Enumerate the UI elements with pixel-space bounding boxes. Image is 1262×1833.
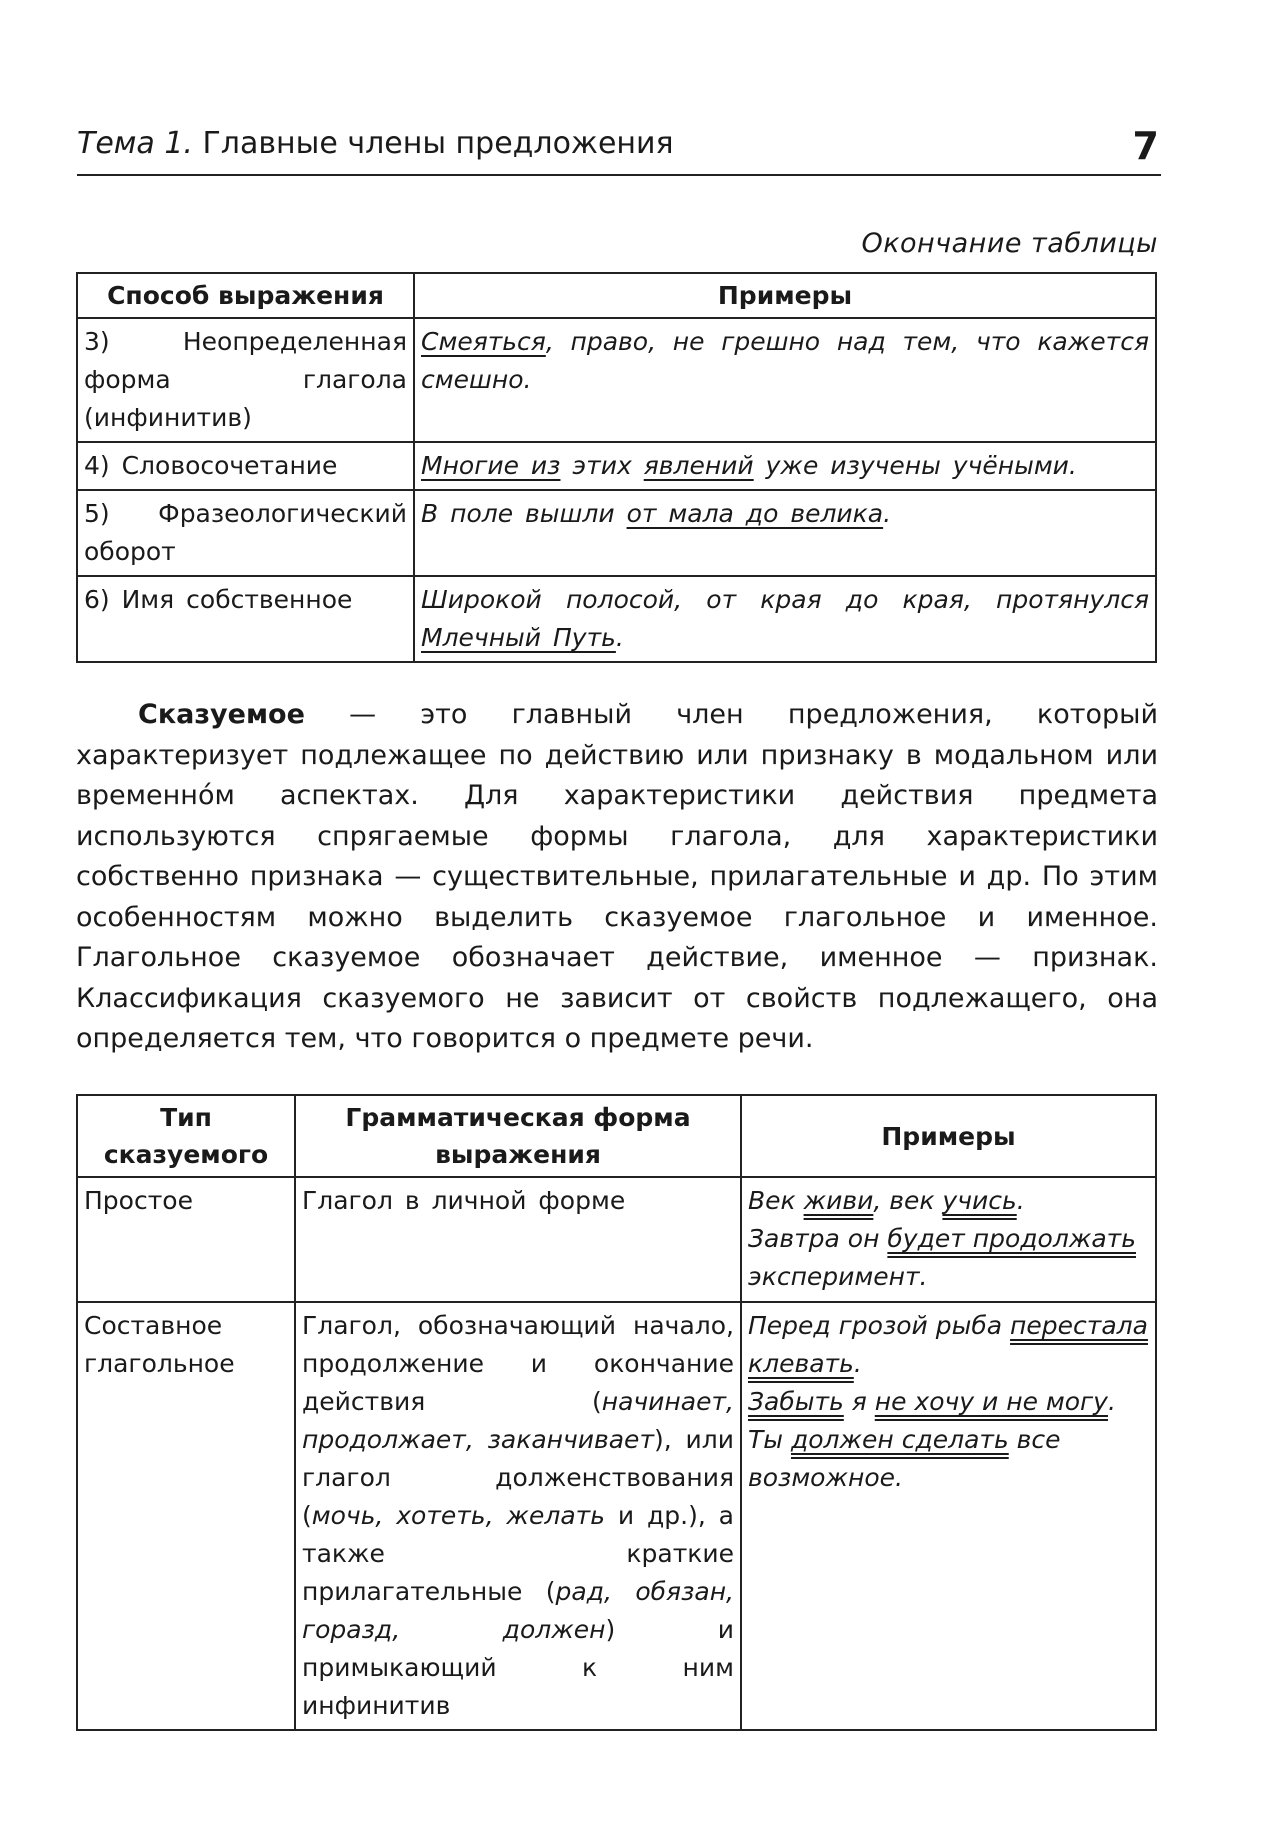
form-fragment: Глагол в личной форме bbox=[302, 1186, 626, 1215]
example-fragment: , век bbox=[873, 1186, 943, 1215]
definition-text: — это главный член предложения, который характеризует подлежащее по действию или признаку в модальном или временно́м аспектах. Для характеристики действия предмета используются спрягаемые формы глагола, для характеристики собственно признака — существительные, прилагательные и др. По этим особенностям можно выделить сказуемое глагольное и именное. Глагольное сказуемое обозначает действие, именное — признак. Классификация сказуемого не зависит от свойств подлежащего, она определяется тем, что говорится о предмете речи. bbox=[76, 699, 1158, 1054]
table-row bbox=[77, 318, 1156, 442]
example-fragment: Многие из bbox=[421, 451, 561, 480]
table-row bbox=[77, 490, 1156, 576]
example-cell bbox=[414, 318, 1156, 442]
example-fragment: учись bbox=[942, 1186, 1017, 1215]
column-header-examples: Примеры bbox=[414, 273, 1156, 318]
example-fragment: . bbox=[1016, 1186, 1025, 1215]
column-header-method: Способ выражения bbox=[77, 273, 414, 318]
predicate-types-table bbox=[76, 1094, 1157, 1731]
expression-methods-table bbox=[76, 272, 1157, 663]
example-fragment: должен сделать bbox=[790, 1425, 1009, 1454]
form-cell bbox=[295, 1177, 741, 1302]
example-fragment: Широкой полосой, от края до края, протянулся bbox=[421, 585, 1149, 614]
example-fragment: Забыть bbox=[748, 1387, 844, 1416]
example-sentence bbox=[748, 1182, 1149, 1220]
form-cell bbox=[295, 1302, 741, 1730]
example-fragment: , право, не грешно над тем, что кажется смешно. bbox=[421, 327, 1149, 394]
example-fragment: будет продолжать bbox=[887, 1224, 1136, 1253]
column-header-type: Тип сказуемого bbox=[77, 1095, 295, 1177]
page-header bbox=[77, 118, 1161, 176]
table-row bbox=[77, 1177, 1156, 1302]
method-cell: 4) Словосочетание bbox=[77, 442, 414, 490]
example-cell bbox=[414, 442, 1156, 490]
column-header-examples: Примеры bbox=[741, 1095, 1156, 1177]
page-number: 7 bbox=[1132, 124, 1159, 168]
type-cell: Простое bbox=[77, 1177, 295, 1302]
example-fragment: Век bbox=[748, 1186, 804, 1215]
topic-label: Тема 1. bbox=[77, 126, 193, 161]
type-cell: Составное глагольное bbox=[77, 1302, 295, 1730]
example-fragment: Млечный Путь bbox=[421, 623, 616, 652]
example-fragment: все возможное. bbox=[748, 1425, 1061, 1492]
example-fragment: Перед грозой рыба bbox=[748, 1311, 1011, 1340]
table-row bbox=[77, 1302, 1156, 1730]
example-fragment: . bbox=[853, 1349, 862, 1378]
example-fragment: В поле вышли bbox=[421, 499, 627, 528]
example-sentence bbox=[748, 1421, 1149, 1497]
method-cell: 5) Фразеологический оборот bbox=[77, 490, 414, 576]
example-cell bbox=[414, 576, 1156, 662]
example-fragment: . bbox=[883, 499, 892, 528]
example-fragment: . bbox=[1107, 1387, 1116, 1416]
table-row bbox=[77, 576, 1156, 662]
form-fragment: Глагол, обозначающий начало, продолжение и окончание действия ( bbox=[302, 1311, 734, 1416]
example-fragment: Ты bbox=[748, 1425, 791, 1454]
column-header-form: Грамматическая форма выражения bbox=[295, 1095, 741, 1177]
example-fragment: этих bbox=[560, 451, 644, 480]
form-fragment: ), или глагол долженствования ( bbox=[302, 1425, 734, 1530]
example-fragment: Завтра он bbox=[748, 1224, 888, 1253]
form-fragment: мочь, хотеть, желать bbox=[311, 1501, 605, 1530]
example-cell bbox=[741, 1302, 1156, 1730]
table-caption: Окончание таблицы bbox=[861, 228, 1158, 259]
table-header-row bbox=[77, 1095, 1156, 1177]
form-fragment: рад, обязан, горазд, должен bbox=[302, 1577, 734, 1644]
table-row bbox=[77, 442, 1156, 490]
example-fragment: не хочу и не могу bbox=[874, 1387, 1108, 1416]
example-fragment: явлений bbox=[643, 451, 754, 480]
method-cell: 3) Неопределенная форма глагола (инфинитив) bbox=[77, 318, 414, 442]
topic-heading bbox=[77, 126, 674, 161]
topic-title: Главные члены предложения bbox=[202, 126, 674, 161]
example-cell bbox=[414, 490, 1156, 576]
term-predicate: Сказуемое bbox=[138, 699, 305, 730]
form-fragment: и др.), а также краткие прилагательные ( bbox=[302, 1501, 734, 1606]
example-sentence bbox=[748, 1220, 1149, 1296]
example-fragment: Смеяться bbox=[421, 327, 546, 356]
example-fragment: перестала клевать bbox=[748, 1311, 1148, 1378]
predicate-definition-paragraph bbox=[76, 695, 1158, 1060]
form-fragment: ) и примыкающий к ним инфинитив bbox=[302, 1615, 735, 1720]
example-cell bbox=[741, 1177, 1156, 1302]
example-sentence bbox=[748, 1307, 1149, 1383]
method-cell: 6) Имя собственное bbox=[77, 576, 414, 662]
example-fragment: живи bbox=[803, 1186, 874, 1215]
example-fragment: . bbox=[615, 623, 624, 652]
example-sentence bbox=[748, 1383, 1149, 1421]
table-header-row bbox=[77, 273, 1156, 318]
example-fragment: от мала до велика bbox=[626, 499, 884, 528]
example-fragment: я bbox=[843, 1387, 875, 1416]
form-fragment: начинает, продолжает, заканчивает bbox=[302, 1387, 734, 1454]
example-fragment: эксперимент. bbox=[748, 1262, 928, 1291]
example-fragment: уже изучены учёными. bbox=[753, 451, 1077, 480]
